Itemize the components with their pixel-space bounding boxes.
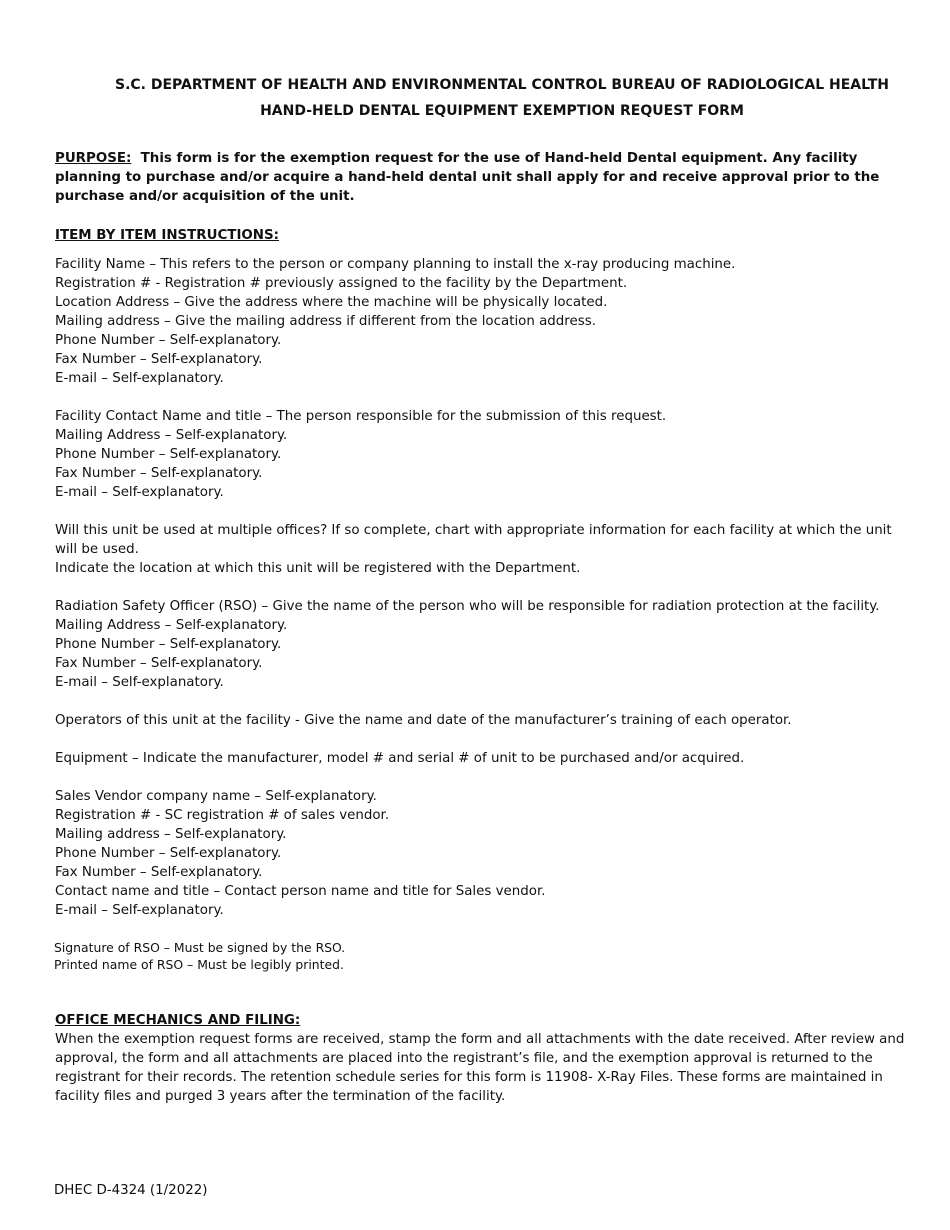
instruction-line: Operators of this unit at the facility - Give the name and date of the manufacturer’s training of each operator.: [55, 713, 792, 728]
instruction-line: Phone Number – Self-explanatory.: [55, 846, 282, 861]
instruction-line: Mailing Address – Self-explanatory.: [55, 428, 288, 443]
signature-instructions: [54, 939, 345, 973]
instruction-line: Fax Number – Self-explanatory.: [55, 466, 263, 481]
group-spacer: [55, 578, 915, 597]
instruction-line: Mailing Address – Self-explanatory.: [55, 618, 288, 633]
instruction-line: E-mail – Self-explanatory.: [55, 903, 224, 918]
form-title: HAND-HELD DENTAL EQUIPMENT EXEMPTION REQUEST FORM: [260, 103, 744, 119]
instruction-line: Phone Number – Self-explanatory.: [55, 637, 282, 652]
department-title: S.C. DEPARTMENT OF HEALTH AND ENVIRONMENTAL CONTROL BUREAU OF RADIOLOGICAL HEALTH: [114, 77, 890, 93]
instruction-line: Fax Number – Self-explanatory.: [55, 352, 263, 367]
instruction-line: E-mail – Self-explanatory.: [55, 675, 224, 690]
instruction-line: Fax Number – Self-explanatory.: [55, 656, 263, 671]
instruction-line: Mailing address – Self-explanatory.: [55, 827, 287, 842]
instruction-group: [55, 711, 915, 730]
purpose-section: [55, 149, 915, 206]
instruction-line: Registration # - Registration # previously assigned to the facility by the Department.: [55, 276, 628, 291]
instruction-line: Mailing address – Give the mailing address if different from the location address.: [55, 314, 596, 329]
instruction-line: Sales Vendor company name – Self-explanatory.: [55, 789, 377, 804]
instruction-line: Radiation Safety Officer (RSO) – Give the name of the person who will be responsible for radiation protection at the facility.: [55, 599, 880, 614]
instruction-line: Location Address – Give the address where the machine will be physically located.: [55, 295, 608, 310]
instruction-group: [55, 787, 915, 920]
instruction-group: [55, 255, 915, 388]
instructions-list: [55, 255, 915, 920]
instruction-group: [55, 597, 915, 692]
office-heading: OFFICE MECHANICS AND FILING:: [55, 1013, 301, 1028]
purpose-text: This form is for the exemption request for the use of Hand-held Dental equipment. Any facility planning to purchase and/or acquire a hand-held dental unit shall apply for and receive approval prior to the purchase and/or acquisition of the unit.: [55, 151, 880, 204]
instruction-group: [55, 749, 915, 768]
instruction-line: Phone Number – Self-explanatory.: [55, 333, 282, 348]
instruction-line: E-mail – Self-explanatory.: [55, 485, 224, 500]
instruction-line: E-mail – Self-explanatory.: [55, 371, 224, 386]
instruction-line: Facility Contact Name and title – The person responsible for the submission of this request.: [55, 409, 667, 424]
signature-line: Signature of RSO – Must be signed by the RSO.: [54, 940, 346, 955]
instruction-group: [55, 407, 915, 502]
printed-name-line: Printed name of RSO – Must be legibly printed.: [54, 957, 344, 972]
form-number: DHEC D-4324 (1/2022): [54, 1183, 208, 1198]
instructions-heading: ITEM BY ITEM INSTRUCTIONS:: [55, 228, 280, 243]
instruction-line: Facility Name – This refers to the person or company planning to install the x-ray producing machine.: [55, 257, 736, 272]
instruction-line: Equipment – Indicate the manufacturer, model # and serial # of unit to be purchased and/or acquired.: [55, 751, 745, 766]
group-spacer: [55, 502, 915, 521]
instruction-line: Contact name and title – Contact person name and title for Sales vendor.: [55, 884, 546, 899]
instruction-line: Indicate the location at which this unit will be registered with the Department.: [55, 561, 581, 576]
group-spacer: [55, 388, 915, 407]
instruction-line: Will this unit be used at multiple offices? If so complete, chart with appropriate information for each facility at which the unit will be used.: [55, 523, 892, 557]
group-spacer: [55, 768, 915, 787]
purpose-label: PURPOSE:: [55, 151, 132, 166]
group-spacer: [55, 692, 915, 711]
instruction-line: Fax Number – Self-explanatory.: [55, 865, 263, 880]
office-text: When the exemption request forms are received, stamp the form and all attachments with the date received. After review and approval, the form and all attachments are placed into the registrant’s file, and the exemption approval is returned to the registrant for their records. The retention schedule series for this form is 11908- X-Ray Files. These forms are maintained in facility files and purged 3 years after the termination of the facility.: [55, 1032, 905, 1104]
instruction-line: Phone Number – Self-explanatory.: [55, 447, 282, 462]
instruction-line: Registration # - SC registration # of sales vendor.: [55, 808, 390, 823]
group-spacer: [55, 730, 915, 749]
instruction-group: [55, 521, 915, 578]
